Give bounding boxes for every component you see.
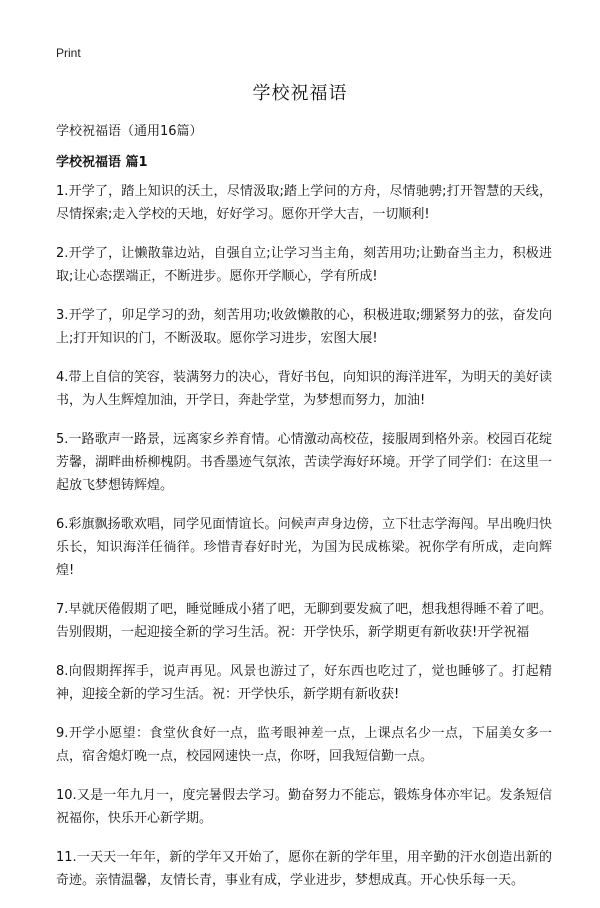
paragraph: 3.开学了，卯足学习的劲，刻苦用功;收敛懒散的心，积极进取;绷紧努力的弦，奋发向上;打开知识的门，不断汲取。愿你学习进步，宏图大展! (56, 308, 552, 346)
paragraph: 10.又是一年九月一，度完暑假去学习。勤奋努力不能忘，锻炼身体亦牢记。发条短信祝福你，快乐开心新学期。 (56, 788, 552, 826)
document-subtitle: 学校祝福语（通用16篇） (56, 124, 203, 139)
paragraph: 9.开学小愿望：食堂伙食好一点，监考眼神差一点，上课点名少一点，下届美女多一点，宿舍熄灯晚一点，校园网速快一点，你呀，回我短信勤一点。 (56, 726, 552, 764)
paragraph: 4.带上自信的笑容，装满努力的决心，背好书包，向知识的海洋进军，为明天的美好读书，为人生辉煌加油，开学日，奔赴学堂，为梦想而努力，加油! (56, 370, 552, 408)
paragraph: 5.一路歌声一路景，远离家乡养育情。心情激动高校莅，接服周到格外亲。校园百花绽芳馨，湖畔曲桥柳槐阴。书香墨迹气氛浓，苦读学海好环境。开学了同学们：在这里一起放飞梦想铸辉煌。 (56, 432, 552, 493)
paragraph: 2.开学了，让懒散靠边站，自强自立;让学习当主角，刻苦用功;让勤奋当主力，积极进取;让心态摆端正，不断进步。愿你开学顺心，学有所成! (56, 246, 552, 284)
paragraph-list (56, 180, 552, 908)
page-title: 学校祝福语 (252, 83, 348, 104)
paragraph: 6.彩旗飘扬歌欢唱，同学见面情谊长。问候声声身边傍，立下壮志学海闯。早出晚归快乐长，知识海洋任徜徉。珍惜青春好时光，为国为民成栋梁。祝你学有所成，走向辉煌! (56, 517, 552, 578)
section-heading: 学校祝福语 篇1 (56, 155, 148, 170)
paragraph: 8.向假期挥挥手，说声再见。风景也游过了，好东西也吃过了，觉也睡够了。打起精神，迎接全新的学习生活。祝：开学快乐，新学期有新收获! (56, 664, 552, 702)
paragraph: 1.开学了，踏上知识的沃土，尽情汲取;踏上学问的方舟，尽情驰骋;打开智慧的天线，尽情探索;走入学校的天地，好好学习。愿你开学大吉，一切顺利! (56, 184, 552, 222)
paragraph: 7.早就厌倦假期了吧，睡觉睡成小猪了吧，无聊到要发疯了吧，想我想得睡不着了吧。告别假期，一起迎接全新的学习生活。祝：开学快乐，新学期更有新收获!开学祝福 (56, 602, 552, 640)
print-link[interactable]: Print (56, 46, 81, 60)
paragraph: 11.一天天一年年，新的学年又开始了，愿你在新的学年里，用辛勤的汗水创造出新的奇迹。亲情温馨，友情长青，事业有成，学业进步，梦想成真。开心快乐每一天。 (56, 850, 552, 888)
